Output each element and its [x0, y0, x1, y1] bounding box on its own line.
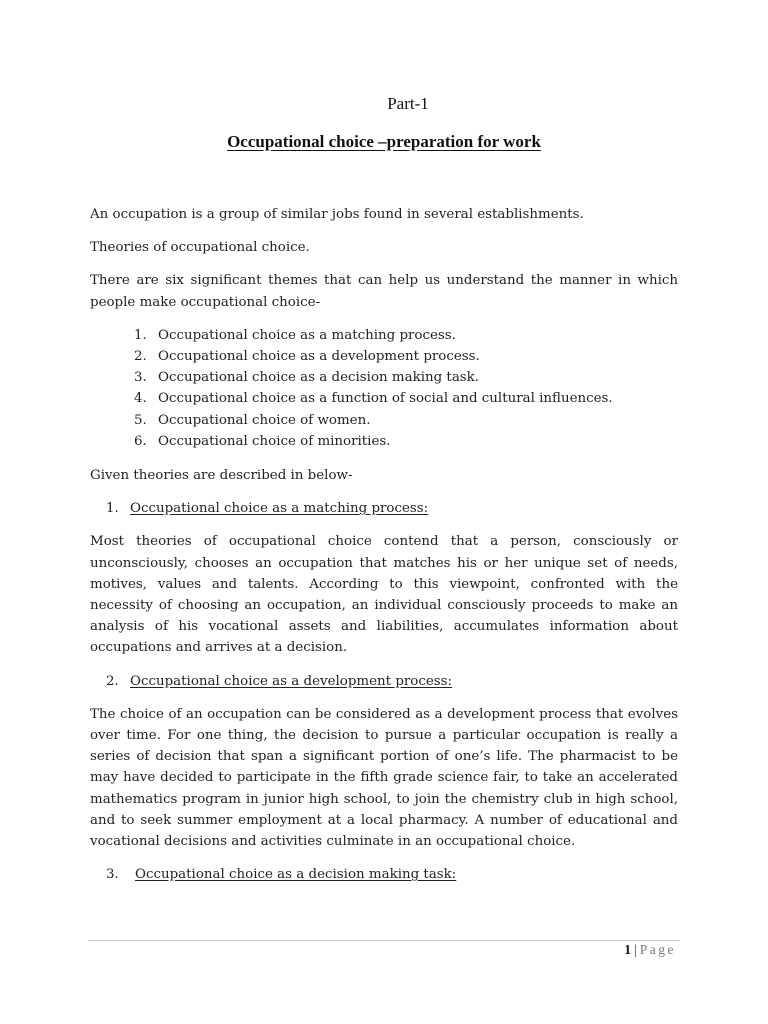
section-heading-development: 2. Occupational choice as a development process:	[106, 673, 453, 689]
section-body-development: The choice of an occupation can be considered as a development process that evolves over time. For one thing, the decision to pursue a particular occupation is really a series of decision that span a significant portion of one’s life. The pharmacist to be may have decided to participate in the fifth grade science fair, to take an accelerated mathematics program in junior high school, to join the chemistry club in high school, and to seek summer employment at a local pharmacy. A number of educational and vocational decisions and activities culminate in an occupational choice.	[90, 706, 678, 850]
given-intro: Given theories are described in below-	[90, 468, 353, 484]
intro-paragraph: An occupation is a group of similar jobs found in several establishments.	[90, 207, 584, 222]
footer-divider	[88, 940, 680, 941]
document-body	[90, 204, 678, 897]
list-item: 5. Occupational choice of women.	[134, 412, 371, 428]
section-body-matching: Most theories of occupational choice contend that a person, consciously or unconsciously, chooses an occupation that matches his or her unique set of needs, motives, values and talents. According to this viewpoint, confronted with the necessity of choosing an occupation, an individual consciously proceeds to make an analysis of his vocational assets and liabilities, accumulates information about occupations and arrives at a decision.	[90, 534, 678, 656]
list-item: 3. Occupational choice as a decision making task.	[134, 370, 480, 386]
section-heading-matching: 1. Occupational choice as a matching process:	[106, 501, 429, 517]
page-footer	[624, 942, 676, 958]
theories-heading: Theories of occupational choice.	[90, 240, 310, 256]
list-item: 6. Occupational choice of minorities.	[134, 433, 391, 449]
list-item: 4. Occupational choice as a function of social and cultural influences.	[134, 391, 613, 407]
list-item: 1. Occupational choice as a matching process.	[134, 327, 456, 343]
part-title: Part-1	[387, 94, 429, 113]
section-heading-decision-making: 3. Occupational choice as a decision making task:	[106, 867, 457, 883]
list-item: 2. Occupational choice as a development process.	[134, 349, 480, 365]
themes-intro-paragraph: There are six significant themes that can help us understand the manner in which people make occupational choice-	[90, 273, 678, 310]
page-label: Page	[639, 942, 676, 957]
footer-separator: |	[634, 942, 637, 957]
document-title: Occupational choice –preparation for work	[227, 132, 541, 151]
page-number: 1	[624, 942, 632, 957]
themes-list	[90, 325, 678, 452]
